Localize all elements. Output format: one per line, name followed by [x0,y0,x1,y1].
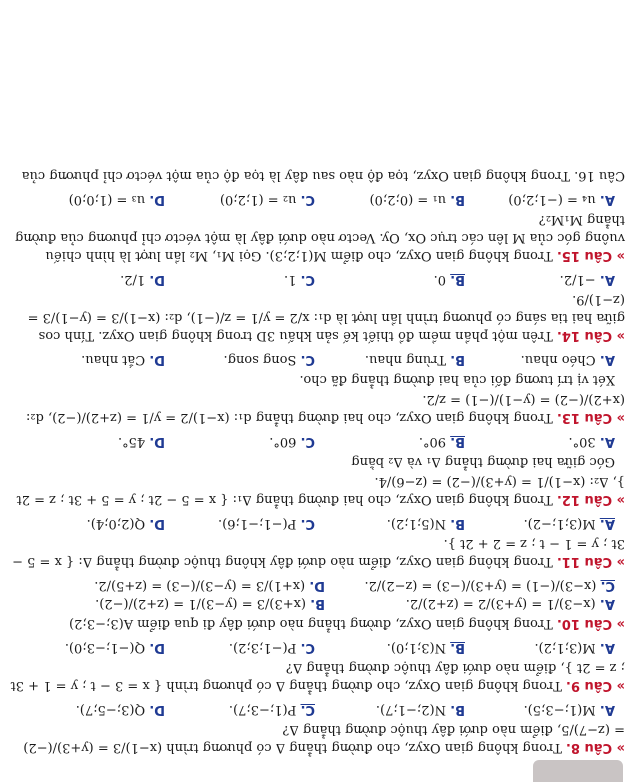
question-number: » Câu 11. [557,554,625,569]
option-b[interactable]: B. N(3;1;0). [386,640,465,655]
question-stem: Trong không gian Oxyz, cho điểm M(1;2;3). Gọi M₁, M₂ lần lượt là hình chiếu vuông góc của M lên các trục Ox, Oy. Vectơ nào dưới đây là một véctơ chỉ phương của đường thẳng M₁M₂? [15,212,625,263]
question-9 [10,638,625,694]
question-stem: Trong không gian Oxyz, đường thẳng nào dưới đây đi qua điểm A(3;−3;2) [69,616,553,631]
option-d[interactable]: D. 45°. [117,434,165,449]
option-a[interactable]: A. M(1;−3;5). [523,702,615,717]
option-a[interactable]: A. 30°. [568,434,615,449]
question-stem: Trong không gian Oxyz, cho hai đường thẳng Δ₁: { x = 5 − 2t ; y = 5 + 3t ; z = 2t }, Δ₂: (x−1)/1 = (y+3)/(−2) = (z−6)/4. [16,474,625,507]
question-stem: Trong không gian Oxyz, cho hai đường thẳng d₁: (x−1)/2 = y/1 = (z+2)/(−2), d₂: (x+2)/(−2) = (y−1)/(−1) = z/2. [25,392,625,425]
question-stem: Trong không gian Oxyz, cho đường thẳng Δ có phương trình (x−1)/3 = (y+3)/(−2) = (z−7)/5, điểm nào dưới đây thuộc đường thẳng Δ? [23,722,625,755]
option-c[interactable]: C. (x−3)/(−1) = (y+3)/(−3) = (z−2)/2. [364,578,615,593]
question-stem: Trong không gian Oxyz, điểm nào dưới đây không thuộc đường thẳng Δ: { x = 5 − 3t ; y = 1 − t ; z = 2 + 2t }. [12,536,625,569]
question-subprompt: Góc giữa hai đường thẳng Δ₁ và Δ₂ bằng [351,454,615,469]
question-15 [10,190,625,264]
option-b[interactable]: B. N(2;−1;7). [375,702,465,717]
option-a[interactable]: A. Chéo nhau. [520,352,615,367]
answer-options [10,700,615,718]
answer-options [10,514,615,532]
answer-options [10,190,615,208]
option-d[interactable]: D. Q(3;−5;7). [75,702,165,717]
option-d[interactable]: D. u₃ = (1;0;0) [68,192,165,207]
question-10 [10,576,625,632]
answer-options [10,576,615,612]
option-d[interactable]: D. Q(2;0;4). [86,516,165,531]
option-c[interactable]: C. P(−1;−1;6). [217,516,315,531]
option-b[interactable]: B. N(5;1;2). [386,516,465,531]
option-d[interactable]: D. Q(−1;−3;0). [64,640,165,655]
option-c[interactable]: C. 60°. [269,434,315,449]
question-number: » Câu 13. [557,410,625,425]
option-c[interactable]: C. u₂ = (1;2;0) [219,192,315,207]
question-11 [10,514,625,570]
question-number: » Câu 12. [557,492,625,507]
question-14 [10,270,625,344]
option-b[interactable]: B. u₁ = (0;2;0) [369,192,465,207]
question-number: » Câu 9. [566,678,625,693]
question-13 [10,350,625,426]
option-d[interactable]: D. Cắt nhau. [81,352,165,367]
question-list [10,160,625,756]
option-c[interactable]: C. P(1;−3;7). [228,702,315,717]
option-b[interactable]: B. (x+3)/3 = (y−3)/1 = (z+2)/(−2). [95,596,325,611]
answer-options [10,270,615,288]
option-c[interactable]: C. 1. [283,272,315,287]
option-d[interactable]: D. (x+1)/3 = (y−3)/(−3) = (z+5)/2. [94,578,325,593]
page-tab-decoration [533,760,623,782]
question-number: » Câu 15. [557,248,625,263]
question-stem: Trong không gian Oxyz, cho đường thẳng Δ có phương trình { x = 3 − t ; y = 1 + 3t ; z = 2t }, điểm nào dưới đây thuộc đường thẳng Δ? [10,660,625,693]
option-a[interactable]: A. (x−3)/1 = (y+3)/2 = (z+2)/2. [405,596,615,611]
answer-options [10,432,615,450]
question-number: » Câu 10. [557,616,625,631]
question-number: » Câu 14. [557,328,625,343]
option-a[interactable]: A. −1/2. [559,272,615,287]
question-12 [10,432,625,508]
question-subprompt: Xét vị trí tương đối của hai đường thẳng đã cho. [299,372,615,387]
option-a[interactable]: A. M(3;1;−2). [523,516,615,531]
option-b[interactable]: B. Trùng nhau. [364,352,465,367]
question-stem: Câu 16. Trong không gian Oxyz, tọa độ nào sau đây là tọa độ của một véctơ chỉ phương của [21,168,625,183]
question-number: » Câu 8. [566,740,625,755]
option-a[interactable]: A. M(3;1;2). [534,640,615,655]
question-8 [10,700,625,756]
question-stem: Trên một phần mềm đồ thiết kế sản khấu 3D trong không gian Oxyz. Tính cos giữa hai tia sáng có phương trình lần lượt là d₁: x/2 = y/1 = z/(−1), d₂: (x−1)/3 = (y−1)/3 = (z−1)/9. [27,292,625,343]
option-c[interactable]: C. P(−1;3;2). [228,640,315,655]
answer-options [10,350,615,368]
option-a[interactable]: A. u₄ = (−1;2;0) [508,192,615,207]
option-c[interactable]: C. Song song. [223,352,315,367]
option-b[interactable]: B. 0. [433,272,465,287]
option-d[interactable]: D. 1/2. [120,272,165,287]
question-16-fragment [10,166,625,184]
option-b[interactable]: B. 90°. [418,434,465,449]
answer-options [10,638,615,656]
